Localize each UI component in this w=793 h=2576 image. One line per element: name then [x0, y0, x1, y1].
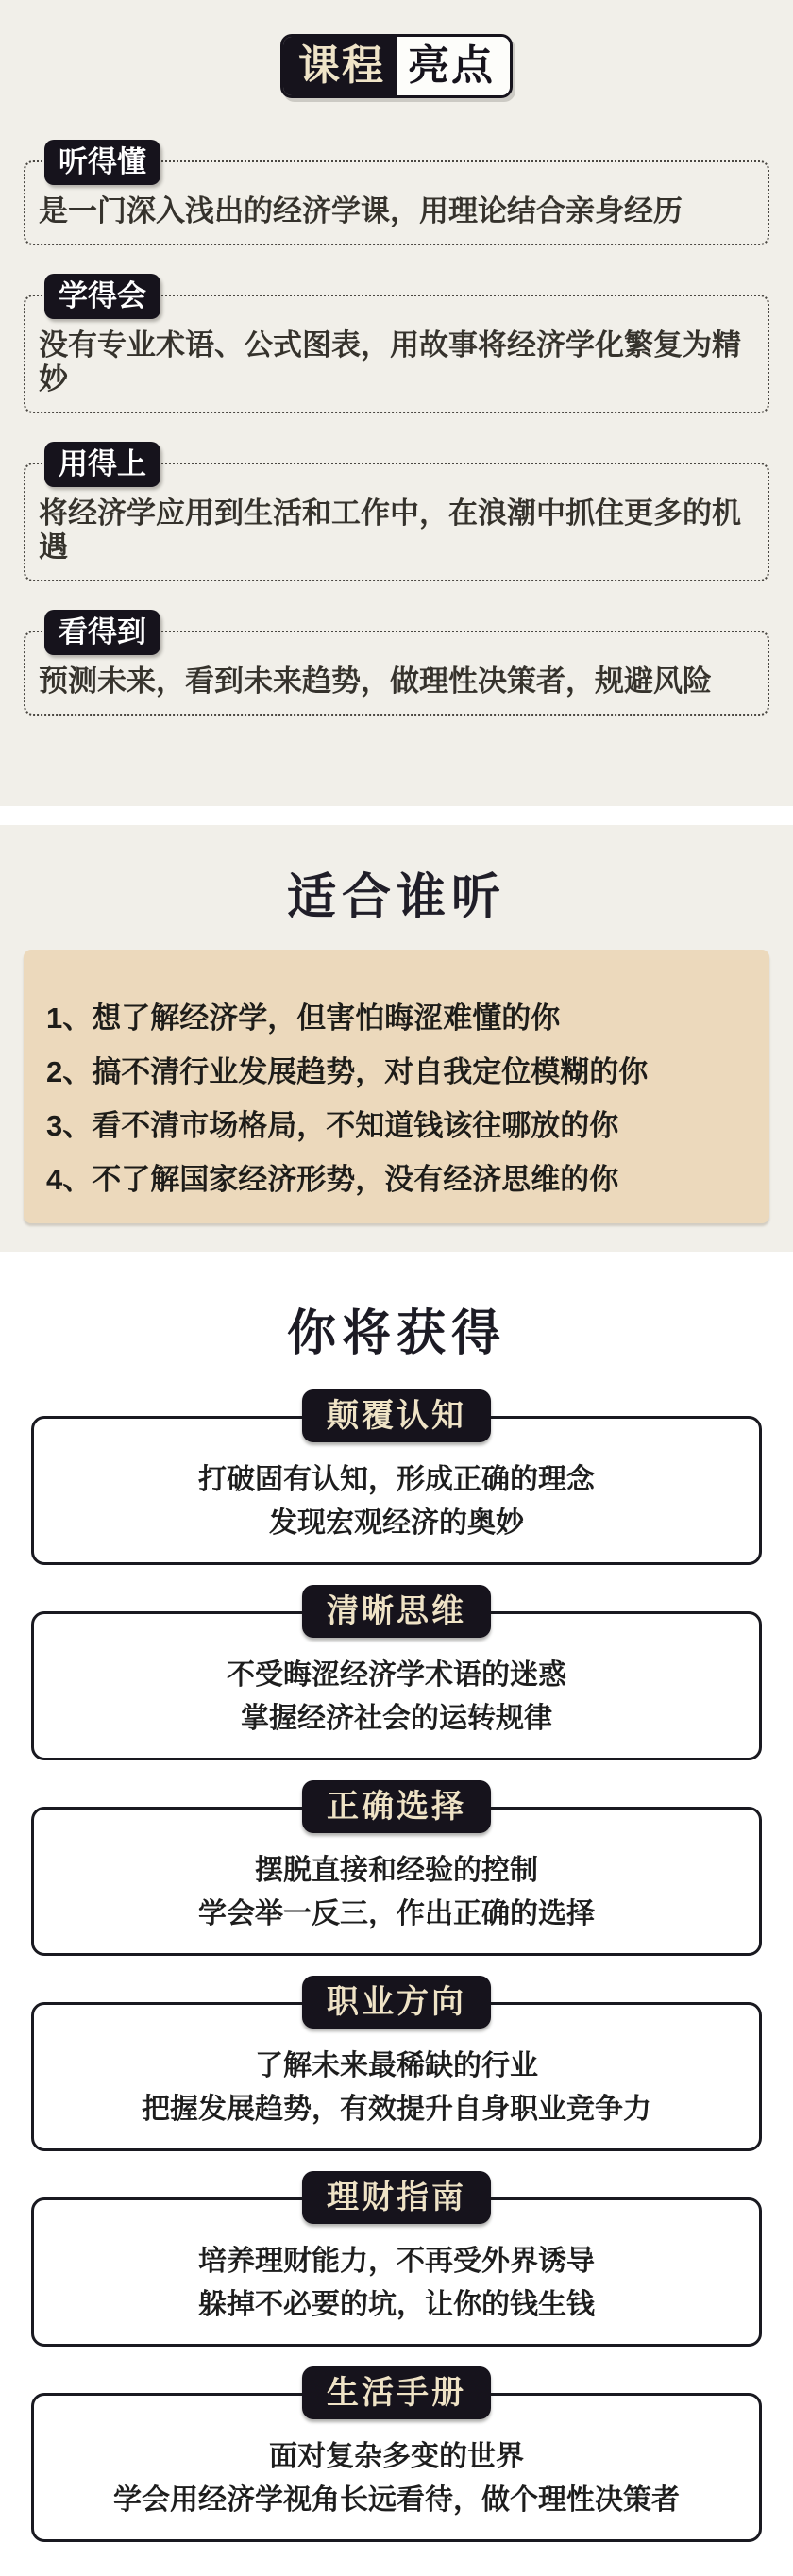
- target-audience-section: [0, 825, 793, 1252]
- gains-title: 你将获得: [286, 1306, 506, 1361]
- gain-card-career-direction: [0, 1976, 793, 2151]
- gain-line: 摆脱直接和经验的控制: [255, 1855, 538, 1886]
- gain-card-life-handbook: [0, 2366, 793, 2542]
- highlight-text: 预测未来，看到未来趋势，做理性决策者，规避风险: [39, 665, 712, 698]
- gain-line: 把握发展趋势，有效提升自身职业竞争力: [142, 2094, 651, 2125]
- highlight-badge: 学得会: [44, 274, 160, 319]
- gain-badge: 清晰思维: [302, 1585, 491, 1638]
- gain-badge: 正确选择: [302, 1780, 491, 1833]
- audience-list-item: 4、不了解国家经济形势，没有经济思维的你: [46, 1163, 619, 1196]
- gain-badge: 理财指南: [302, 2171, 491, 2224]
- gain-line: 掌握经济社会的运转规律: [241, 1703, 552, 1734]
- highlight-text: 将经济学应用到生活和工作中，在浪潮中抓住更多的机遇: [39, 497, 741, 564]
- audience-list-item: 2、搞不清行业发展趋势，对自我定位模糊的你: [46, 1055, 649, 1088]
- gain-line: 发现宏观经济的奥妙: [269, 1507, 524, 1539]
- highlight-item-understandable: [24, 140, 769, 245]
- gain-badge: 生活手册: [302, 2366, 491, 2419]
- highlight-item-learnable: [24, 274, 769, 413]
- highlight-badge: 听得懂: [44, 140, 160, 185]
- highlight-item-usable: [24, 442, 769, 581]
- highlight-badge: 看得到: [44, 610, 160, 655]
- highlight-text: 没有专业术语、公式图表，用故事将经济学化繁复为精妙: [39, 328, 741, 396]
- gain-card-finance-guide: [0, 2171, 793, 2347]
- gain-line: 培养理财能力，不再受外界诱导: [198, 2246, 595, 2277]
- gain-line: 了解未来最稀缺的行业: [255, 2050, 538, 2081]
- gain-card-clear-thinking: [0, 1585, 793, 1760]
- target-audience-title: 适合谁听: [286, 870, 506, 925]
- audience-list-item: 3、看不清市场格局，不知道钱该往哪放的你: [46, 1109, 619, 1142]
- gain-line: 面对复杂多变的世界: [269, 2441, 524, 2472]
- course-highlights-title: [280, 34, 513, 98]
- title-part-highlights: 亮点: [396, 37, 510, 95]
- course-highlights-section: [0, 0, 793, 806]
- title-part-course: 课程: [283, 37, 396, 95]
- gain-card-mindset: [0, 1389, 793, 1565]
- gain-card-right-choice: [0, 1780, 793, 1956]
- highlight-item-foreseeable: [24, 610, 769, 716]
- gain-badge: 颠覆认知: [302, 1389, 491, 1442]
- highlight-badge: 用得上: [44, 442, 160, 487]
- gain-line: 学会用经济学视角长远看待，做个理性决策者: [113, 2484, 680, 2516]
- gain-line: 躲掉不必要的坑，让你的钱生钱: [198, 2289, 595, 2320]
- gain-line: 不受晦涩经济学术语的迷惑: [227, 1659, 566, 1691]
- highlight-text: 是一门深入浅出的经济学课，用理论结合亲身经历: [39, 194, 683, 227]
- gain-line: 学会举一反三，作出正确的选择: [198, 1898, 595, 1929]
- target-audience-box: [24, 950, 769, 1223]
- gain-line: 打破固有认知，形成正确的理念: [198, 1464, 595, 1495]
- gain-badge: 职业方向: [302, 1976, 491, 2029]
- audience-list-item: 1、想了解经济学，但害怕晦涩难懂的你: [46, 1002, 561, 1035]
- gains-section: [0, 1252, 793, 2576]
